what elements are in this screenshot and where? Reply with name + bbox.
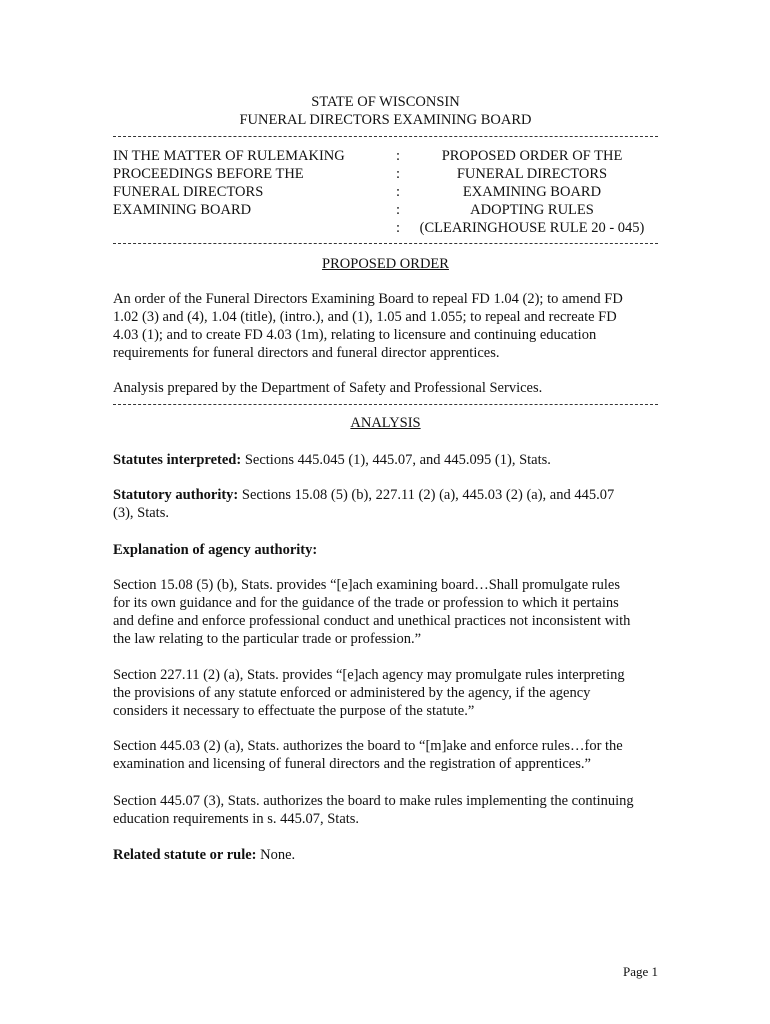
caption-colon: : — [396, 184, 401, 200]
caption-right-line: PROPOSED ORDER OF THE — [441, 148, 623, 164]
caption-colons — [396, 147, 406, 237]
explanation-paragraph-3 — [113, 737, 658, 773]
state-title: STATE OF WISCONSIN — [311, 94, 460, 110]
explanation-line: education requirements in s. 445.07, Stats. — [113, 811, 360, 827]
caption-colon: : — [396, 166, 401, 182]
order-paragraph — [113, 290, 658, 362]
caption-colon: : — [396, 220, 401, 236]
analysis-heading — [113, 414, 658, 432]
divider-analysis — [113, 404, 658, 405]
divider-caption — [113, 243, 658, 244]
explanation-heading — [113, 541, 658, 559]
explanation-paragraph-1 — [113, 576, 658, 648]
related-statute — [113, 846, 658, 864]
related-statute-label: Related statute or rule: — [113, 847, 257, 863]
caption-colon: : — [396, 202, 401, 218]
explanation-line: Section 445.07 (3), Stats. authorizes the board to make rules implementing the continuing — [113, 793, 634, 809]
explanation-line: Section 15.08 (5) (b), Stats. provides “[e]ach examining board…Shall promulgate rules — [113, 577, 620, 593]
explanation-line: Section 227.11 (2) (a), Stats. provides “[e]ach agency may promulgate rules interpreting — [113, 667, 625, 683]
explanation-line: examination and licensing of funeral directors and the registration of apprentices.” — [113, 756, 591, 772]
related-statute-text: None. — [256, 847, 296, 863]
statutory-authority-label: Statutory authority: — [113, 487, 239, 503]
statutory-authority-text-2: (3), Stats. — [113, 505, 169, 521]
caption-left-line: FUNERAL DIRECTORS — [113, 184, 264, 200]
order-line: requirements for funeral directors and funeral director apprentices. — [113, 345, 500, 361]
explanation-line: considers it necessary to effectuate the purpose of the statute.” — [113, 703, 475, 719]
statutes-interpreted-label: Statutes interpreted: — [113, 452, 242, 468]
explanation-line: Section 445.03 (2) (a), Stats. authorizes the board to “[m]ake and enforce rules…for the — [113, 738, 623, 754]
order-line: 1.02 (3) and (4), 1.04 (title), (intro.), and (1), 1.05 and 1.055; to repeal and recreate FD — [113, 309, 617, 325]
explanation-heading-text: Explanation of agency authority: — [113, 542, 318, 558]
clearinghouse-rule: (CLEARINGHOUSE RULE 20 - 045) — [419, 220, 645, 236]
analysis-heading-text: ANALYSIS — [350, 415, 421, 431]
statutory-authority — [113, 486, 658, 522]
analysis-prepared — [113, 379, 658, 397]
statutes-interpreted — [113, 451, 658, 469]
explanation-paragraph-4 — [113, 792, 658, 828]
explanation-line: the provisions of any statute enforced or administered by the agency, if the agency — [113, 685, 591, 701]
order-line: An order of the Funeral Directors Examining Board to repeal FD 1.04 (2); to amend FD — [113, 291, 623, 307]
board-title: FUNERAL DIRECTORS EXAMINING BOARD — [239, 112, 532, 128]
caption-matter — [113, 147, 393, 219]
caption-left-line: PROCEEDINGS BEFORE THE — [113, 166, 304, 182]
caption-left-line: IN THE MATTER OF RULEMAKING — [113, 148, 345, 164]
order-heading-text: PROPOSED ORDER — [322, 256, 449, 272]
caption-right-line: EXAMINING BOARD — [462, 184, 602, 200]
document-header — [113, 93, 658, 129]
explanation-paragraph-2 — [113, 666, 658, 720]
order-line: 4.03 (1); and to create FD 4.03 (1m), relating to licensure and continuing education — [113, 327, 597, 343]
explanation-line: the law relating to the particular trade or profession.” — [113, 631, 422, 647]
order-heading — [113, 255, 658, 273]
caption-left-line: EXAMINING BOARD — [113, 202, 252, 218]
analysis-prepared-text: Analysis prepared by the Department of Safety and Professional Services. — [113, 380, 543, 396]
divider-top — [113, 136, 658, 137]
statutes-interpreted-text: Sections 445.045 (1), 445.07, and 445.095 (1), Stats. — [241, 452, 551, 468]
explanation-line: for its own guidance and for the guidance of the trade or profession to which it pertains — [113, 595, 619, 611]
explanation-line: and define and enforce professional conduct and unethical practices not inconsistent with — [113, 613, 631, 629]
caption-colon: : — [396, 148, 401, 164]
caption-order-title — [406, 147, 658, 237]
caption-right-line: ADOPTING RULES — [470, 202, 594, 218]
statutory-authority-text: Sections 15.08 (5) (b), 227.11 (2) (a), 445.03 (2) (a), and 445.07 — [238, 487, 615, 503]
caption-right-line: FUNERAL DIRECTORS — [456, 166, 608, 182]
page-number: Page 1 — [622, 964, 658, 979]
